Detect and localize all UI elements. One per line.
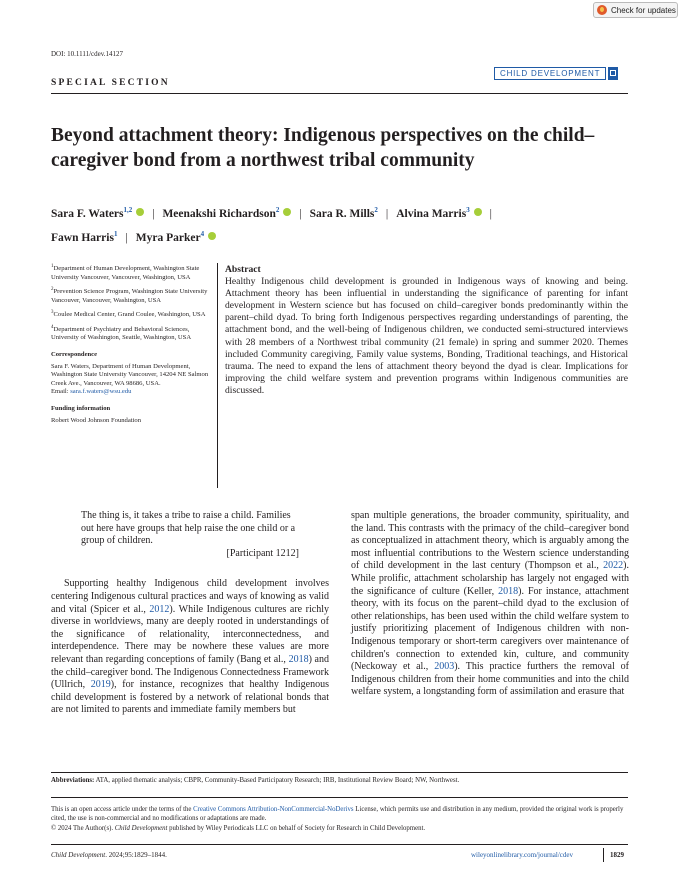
correspondence: Sara F. Waters, Department of Human Development, Washington State University Vancouver, 14204 NE Salmon Creek Ave., Vancouver, WA 98686, USA. Email: sara.f.waters@wsu.edu	[51, 363, 209, 396]
check-for-updates-label: Check for updates	[611, 5, 676, 15]
orcid-icon[interactable]	[283, 208, 291, 216]
page-number: 1829	[610, 851, 624, 859]
author[interactable]: Fawn Harris$^1$	[51, 230, 118, 244]
crossmark-icon	[597, 5, 607, 15]
section-label: SPECIAL SECTION	[51, 78, 170, 88]
author[interactable]: Sara F. Waters$^{1,2}$	[51, 208, 144, 220]
citation-link[interactable]: 2018	[288, 653, 309, 665]
email-link[interactable]: sara.f.waters@wsu.edu	[70, 388, 132, 396]
license-link[interactable]: Creative Commons Attribution-NonCommercial-NoDerivs	[193, 806, 354, 813]
citation-link[interactable]: 2018	[498, 585, 519, 597]
affiliation: $^1$Department of Human Development, Washington State University Vancouver, Vancouver, Washington, USA	[51, 264, 200, 281]
citation-link[interactable]: 2003	[434, 661, 455, 673]
column-divider	[217, 263, 218, 488]
body-paragraph: span multiple generations, the broader community, spirituality, and the land. This contrasts with the primacy of the child–caregiver bond as conceptualized in attachment theory, which is arguably among the most influential contributions to the Western science understanding of child development in the last century (Thompson et al., 2022). While prolific, attachment scholarship has largely not engaged with the significance of culture (Keller, 2018). For instance, attachment theory, with its focus on the parent–child dyad to the exclusion of other relationships, has been used within the child welfare system to justify prioritizing placement of Indigenous children with non-Indigenous temporary or short-term caregivers over maintenance of children's connection to extended kin, culture, and community (Neckoway et al., 2003). This practice furthers the removal of Indigenous children from their home communities and into the child welfare system, a longstanding form of assimilation and erasure that	[351, 510, 629, 698]
citation-link[interactable]: 2019	[90, 679, 111, 691]
author-list: Sara F. Waters$^{1,2}$ | Meenakshi Richardson$^2$ | Sara R. Mills$^2$ | Alvina Marris$^3$ | Fawn Harris$^1$ | Myra Parker$^4$	[51, 206, 492, 244]
affiliation: $^4$Department of Psychiatry and Behavioral Sciences, University of Washington, Seattle, Washington, USA	[51, 324, 192, 342]
correspondence-label: Correspondence	[51, 350, 98, 358]
journal-badge-label: CHILD DEVELOPMENT	[494, 67, 606, 80]
abstract-heading: Abstract	[225, 264, 261, 275]
affiliation: $^2$Prevention Science Program, Washington State University Vancouver, Vancouver, Washington, USA	[51, 287, 208, 304]
journal-url-link[interactable]: wileyonlinelibrary.com/journal/cdev	[471, 851, 573, 859]
footer-citation: Child Development. 2024;95:1829–1844.	[51, 851, 167, 859]
footer-divider	[603, 848, 604, 862]
article-title: Beyond attachment theory: Indigenous perspectives on the child–caregiver bond from a northwest tribal community	[51, 125, 595, 171]
check-for-updates-button[interactable]	[593, 2, 678, 18]
license-notice	[51, 805, 628, 833]
author[interactable]: Myra Parker$^4$	[136, 232, 216, 244]
author[interactable]: Sara R. Mills$^2$	[309, 206, 378, 220]
body-paragraph: Supporting healthy Indigenous child development involves centering Indigenous cultural practices and ways of knowing as valid and vital (Spicer et al., 2012). While Indigenous cultures are richly diverse in worldviews, many are deeply rooted in understandings of the significance of relationality, interconnectedness, and interdependence. There may be nowhere these values are more relevant than regarding conceptions of family (Bang et al., 2018) and the child–caregiver bond. The Indigenous Connectedness Framework (Ullrich, 2019), for instance, recognizes that healthy Indigenous child development is fostered by a network of relational bonds that are not limited to parents and immediate family members but	[51, 578, 330, 716]
epigraph: The thing is, it takes a tribe to raise a child. Families out here have groups that help raise the one child or a group of children.	[81, 510, 296, 547]
citation-link[interactable]: 2012	[149, 603, 170, 615]
orcid-icon[interactable]	[474, 208, 482, 216]
funding-label: Funding information	[51, 404, 111, 412]
doi: DOI: 10.1111/cdev.14127	[51, 50, 124, 58]
body-column-left	[51, 510, 329, 717]
abstract	[225, 264, 628, 397]
srcd-logo-icon	[608, 67, 618, 80]
funding-text: Robert Wood Johnson Foundation	[51, 417, 142, 425]
author[interactable]: Alvina Marris$^3$	[396, 208, 481, 220]
footer-rule	[51, 844, 628, 845]
citation-link[interactable]: 2022	[603, 560, 624, 572]
affiliation: $^3$Coulee Medical Center, Grand Coulee, Washington, USA	[51, 310, 206, 319]
abbreviations: Abbreviations: ATA, applied thematic analysis; CBPR, Community-Based Participatory Research; IRB, Institutional Review Board; NW, Northwest.	[51, 777, 460, 784]
abstract-text: Healthy Indigenous child development is grounded in Indigenous ways of knowing and being. Attachment theory has been influential in understanding the significance of parenting for infant development in Western science but has focused on child–caregiver bonds predominantly within the parent–child dyad. To bring forth Indigenous perspectives regarding understandings of parenting, the attachment bond, and the well-being of Indigenous children, we conducted semi-structured interviews with 28 members of a Northwest tribal community (21 female) in spring and summer 2020. Themes included Community caregiving, Family value systems, Bonding, Traditional teachings, and Historical trauma. The need to expand the lens of attachment theory beyond the dyad is clear. Implications for improving the child welfare system and prevention programs within Indigenous communities are discussed.	[225, 276, 628, 396]
copyright: © 2024 The Author(s). Child Development published by Wiley Periodicals LLC on behalf of Society for Research in Child Development.	[51, 824, 426, 832]
epigraph-attribution: [Participant 1212]	[226, 547, 299, 559]
section-rule	[51, 93, 628, 94]
footnote-rule	[51, 772, 628, 773]
affiliations	[51, 263, 209, 429]
author[interactable]: Meenakshi Richardson$^2$	[162, 208, 291, 220]
orcid-icon[interactable]	[136, 208, 144, 216]
license-text: This is an open access article under the terms of the Creative Commons Attribution-NonCommercial-NoDerivs License, which permits use and distribution in any medium, provided the original work is properly cited, the use is non-commercial and no modifications or adaptations are made.	[51, 806, 624, 823]
orcid-icon[interactable]	[208, 232, 216, 240]
body-column-right	[351, 510, 629, 699]
journal-badge	[494, 67, 618, 80]
license-rule	[51, 797, 628, 798]
